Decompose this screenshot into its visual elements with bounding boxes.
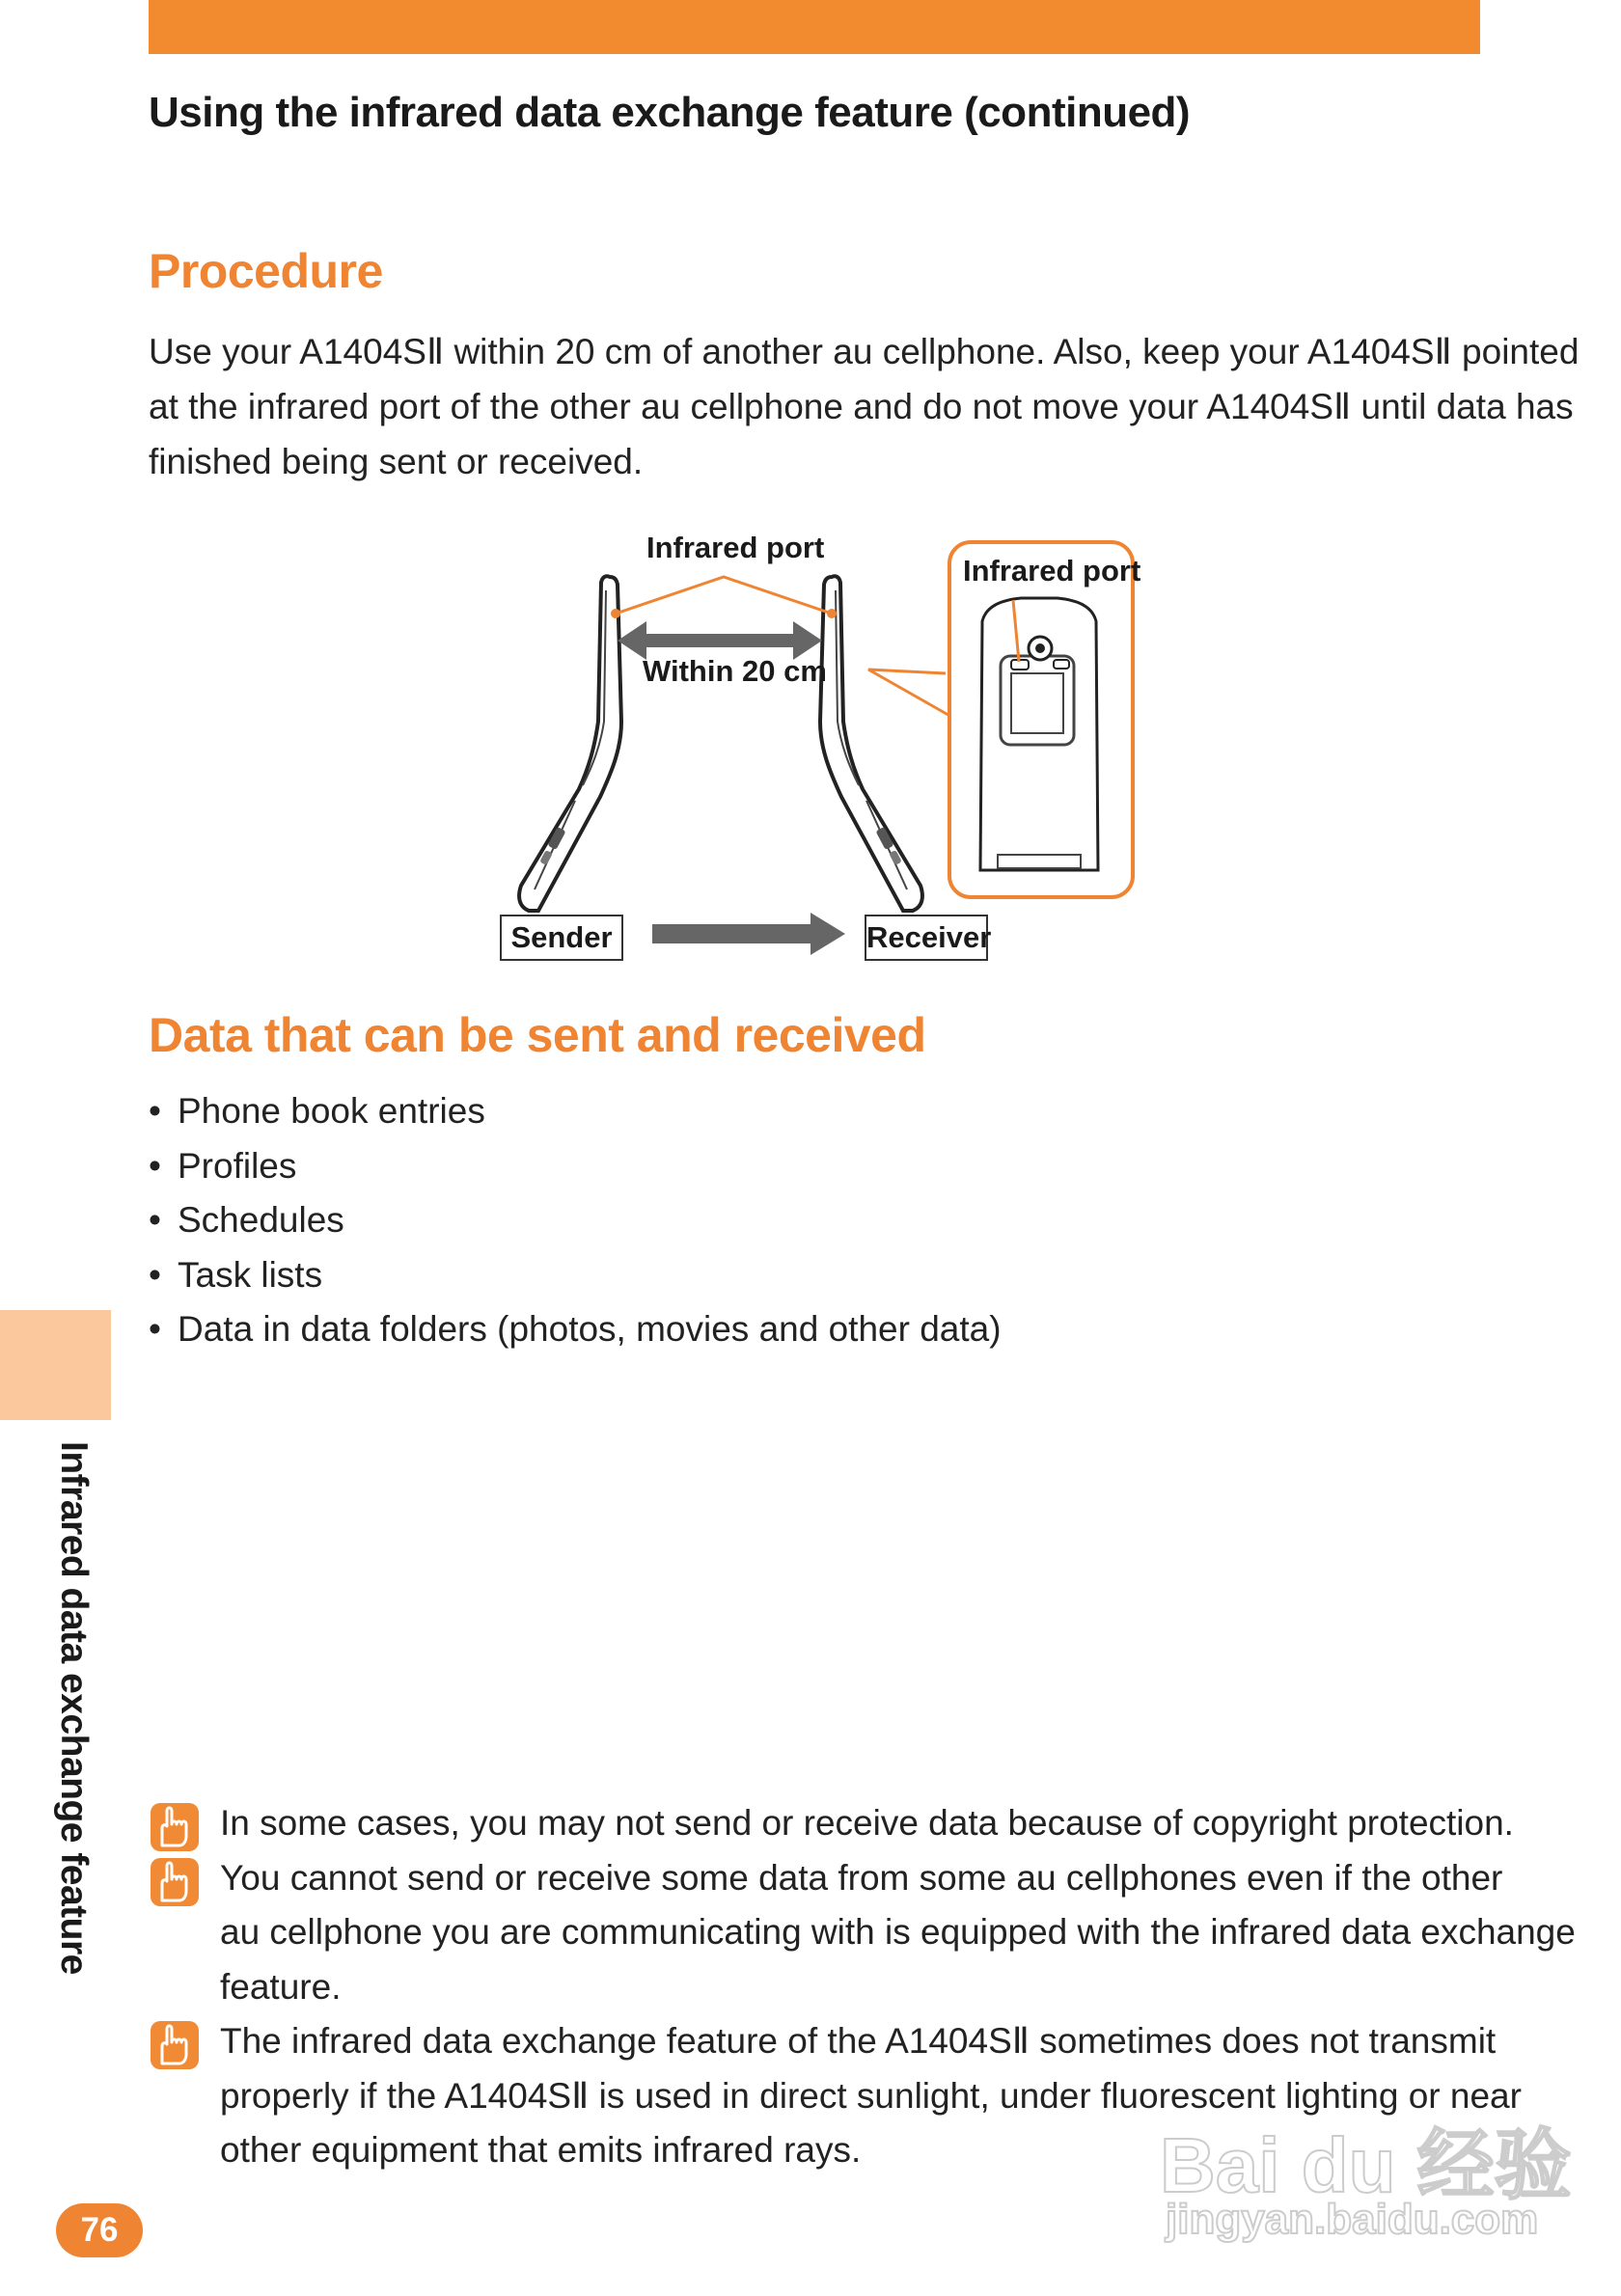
receiver-label: Receiver <box>865 915 988 961</box>
chapter-tab <box>0 1310 111 1420</box>
bullet: • <box>149 1091 161 1131</box>
pointing-hand-icon <box>151 1803 199 1851</box>
list-item <box>149 1302 1002 1357</box>
list-item-text: Phone book entries <box>178 1091 485 1131</box>
sender-port-dot <box>611 609 620 618</box>
watermark-logo-text: Bai du 经验 <box>1160 2122 1572 2208</box>
page-heading: Using the infrared data exchange feature (continued) <box>149 89 1191 136</box>
pointing-hand-icon <box>151 2021 199 2069</box>
distance-label: Within 20 cm <box>643 654 827 688</box>
callout-pointer <box>868 670 953 718</box>
pointing-hand-icon <box>151 1858 199 1906</box>
list-item <box>149 1084 1002 1139</box>
transfer-arrow <box>652 913 845 955</box>
note-line: You cannot send or receive some data from some au cellphones even if the other <box>220 1857 1503 1898</box>
top-accent-bar <box>149 0 1480 54</box>
data-types-list <box>149 1084 1002 1357</box>
infrared-port-label: Infrared port <box>646 531 825 564</box>
infrared-pointer-lines <box>616 577 832 614</box>
note-line: The infrared data exchange feature of the A1404SⅡ sometimes does not transmit <box>220 2021 1497 2061</box>
note-line: other equipment that emits infrared rays. <box>220 2130 862 2170</box>
phone-back-illustration <box>980 598 1098 870</box>
list-item-text: Schedules <box>178 1200 344 1240</box>
list-item-text: Task lists <box>178 1254 323 1295</box>
procedure-line: Use your A1404SⅡ within 20 cm of another au cellphone. Also, keep your A1404SⅡ pointed <box>149 332 1580 371</box>
page-number: 76 <box>56 2203 143 2257</box>
list-item <box>149 1139 1002 1194</box>
receiver-port-dot <box>827 609 837 618</box>
baidu-watermark <box>1154 2103 1572 2248</box>
watermark-url: jingyan.baidu.com <box>1166 2196 1539 2243</box>
infrared-diagram <box>492 529 1148 972</box>
bullet: • <box>149 1145 161 1186</box>
list-item-text: Data in data folders (photos, movies and other data) <box>178 1309 1002 1349</box>
note-line: properly if the A1404SⅡ is used in direct sunlight, under fluorescent lighting or near <box>220 2075 1522 2116</box>
note-line: au cellphone you are communicating with is equipped with the infrared data exchange <box>220 1912 1576 1952</box>
data-section-title: Data that can be sent and received <box>149 1008 926 1062</box>
sender-label: Sender <box>500 915 623 961</box>
receiver-phone-illustration <box>820 576 922 911</box>
procedure-line: finished being sent or received. <box>149 442 644 481</box>
list-item <box>149 1248 1002 1303</box>
procedure-text <box>149 324 1580 489</box>
sender-phone-illustration <box>519 576 621 911</box>
procedure-title: Procedure <box>149 244 383 298</box>
note-item <box>149 1796 1514 1851</box>
note-line: In some cases, you may not send or receive data because of copyright protection. <box>220 1803 1514 1843</box>
list-item-text: Profiles <box>178 1145 297 1186</box>
note-item <box>149 1851 1576 2015</box>
phones-illustration <box>492 529 1148 972</box>
bullet: • <box>149 1254 161 1295</box>
procedure-line: at the infrared port of the other au cellphone and do not move your A1404SⅡ until data has <box>149 387 1574 426</box>
bullet: • <box>149 1200 161 1240</box>
list-item <box>149 1193 1002 1248</box>
note-line: feature. <box>220 1966 342 2007</box>
chapter-side-label: Infrared data exchange feature <box>53 1441 95 1975</box>
bullet: • <box>149 1309 161 1349</box>
callout-infrared-port-label: Infrared port <box>963 554 1141 588</box>
